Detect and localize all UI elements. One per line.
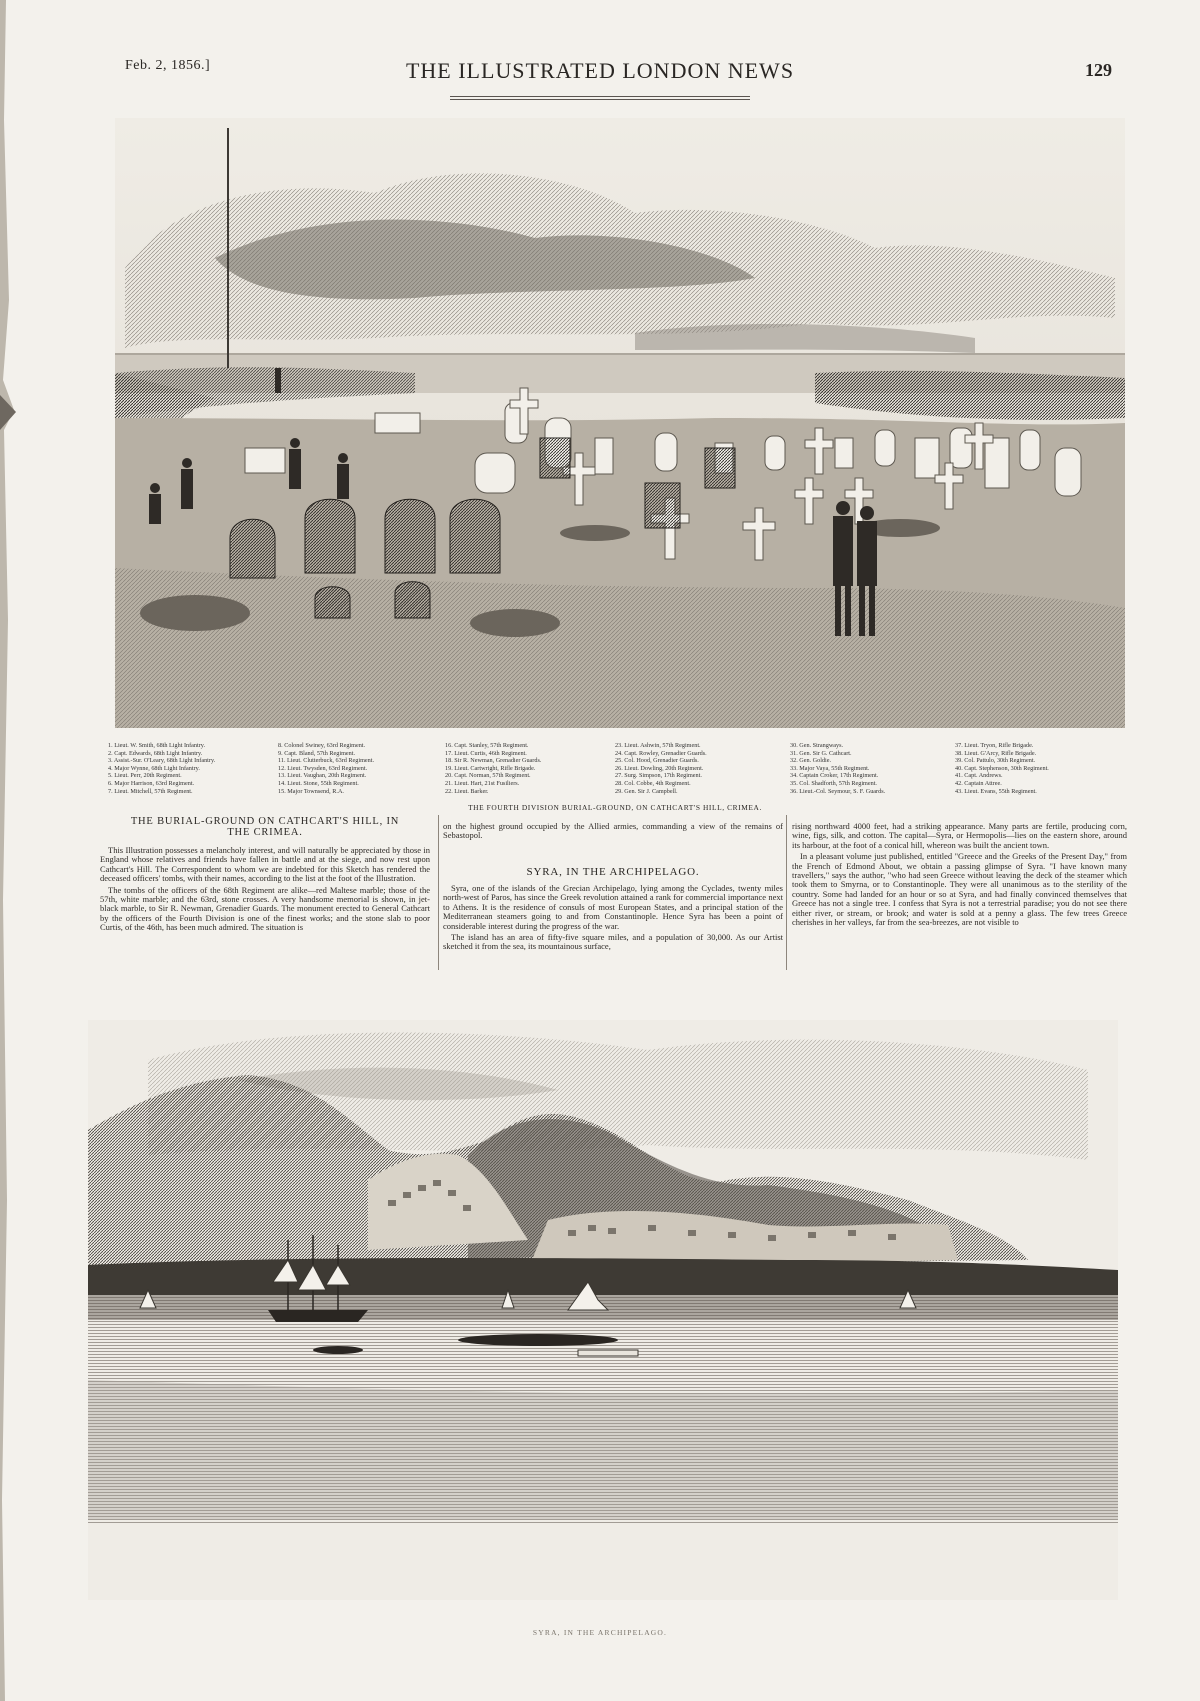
key-entry: 6. Major Harrison, 63rd Regiment. [108,779,195,787]
key-entry: 38. Lieut. G'Arcy, Rifle Brigade. [955,749,1037,757]
paragraph: The island has an area of fifty-five square miles, and a population of 30,000. As our Artist sketched it from the sea, its mountainous surface, [443,932,783,952]
key-column-1 [108,742,215,795]
key-entry: 22. Lieut. Barker. [445,787,489,795]
key-entry: 11. Lieut. Clutterbuck, 63rd Regiment. [278,757,375,765]
key-entry: 41. Capt. Andrews. [955,772,1003,780]
masthead-rule-double [450,99,750,100]
key-entry: 20. Capt. Norman, 57th Regiment. [445,772,531,780]
torn-edge [0,0,30,1701]
paragraph: This Illustration possesses a melancholy interest, and will naturally be appreciated by those in England whose relatives and friends have fallen in battle and at the siege, and now rest upon Cathcart's Hill. The Correspondent to whom we are indebted for this Sketch has rendered the deceased officers' tombs, with their names, according to the list at the foot of the Illustration. [100,845,430,884]
key-entry: 30. Gen. Strangways. [790,742,844,749]
key-column-2 [278,742,374,795]
key-entry: 34. Captain Croker, 17th Regiment. [790,772,879,780]
key-column-6 [955,742,1049,795]
paragraph: rising northward 4000 feet, had a striking appearance. Many parts are fertile, producing corn, wine, figs, silk, and cotton. The capital—Syra, or Hermopolis—lies on the eastern shore, around its harbour, at the foot of a conical hill, whereon was built the ancient town. [792,821,1127,850]
key-entry: 8. Colonel Swiney, 63rd Regiment. [278,742,366,749]
masthead-rule [450,96,750,97]
syra-article-body [443,884,783,954]
key-entry: 7. Lieut. Mitchell, 57th Regiment. [108,787,193,795]
key-column-5 [790,742,885,795]
burial-plate-caption: THE FOURTH DIVISION BURIAL-GROUND, ON CATHCART'S HILL, CRIMEA. [468,803,762,812]
key-entry: 25. Col. Hood, Grenadier Guards. [615,757,699,765]
key-entry: 14. Lieut. Stone, 55th Regiment. [278,779,359,787]
column-rule [786,815,787,970]
syra-article-continuation [792,822,1127,929]
burial-heading-line1: THE BURIAL-GROUND ON CATHCART'S HILL, IN [130,816,400,827]
key-entry: 9. Capt. Bland, 57th Regiment. [278,749,355,757]
burial-heading-line2: THE CRIMEA. [227,827,303,838]
issue-date: Feb. 2, 1856.] [125,58,211,73]
paragraph: Syra, one of the islands of the Grecian Archipelago, lying among the Cyclades, twenty miles north-west of Paros, has since the Greek revolution attained a rank for commercial importance next to Athens. It is the residence of consuls of most European States, and a principal station of the Mediterranean steamers going to and from Constantinople. Hence Syra has been a point of considerable interest during the progress of the war. [443,883,783,931]
key-entry: 16. Capt. Stanley, 57th Regiment. [445,742,529,749]
key-entry: 28. Col. Cobbe, 4th Regiment. [615,779,691,787]
paragraph: The tombs of the officers of the 68th Regiment are alike—red Maltese marble; those of the 57th, white marble; and the 63rd, stone crosses. A very handsome memorial is shown, in jet-black marble, to Sir R. Newman, Grenadier Guards. The monument erected to General Cathcart by the officers of the Fourth Division is one of the finest works; and the stone slab to poor Curtis, of the 46th, has been much admired. The situation is [100,884,430,933]
key-entry: 26. Lieut. Dowling, 20th Regiment. [615,764,704,772]
burial-article-heading [100,816,430,838]
key-entry: 15. Major Townsend, R.A. [278,787,344,795]
column-rule [438,815,439,970]
syra-engraving [88,1020,1118,1600]
key-entry: 5. Lieut. Perr, 20th Regiment. [108,772,182,780]
newspaper-title: THE ILLUSTRATED LONDON NEWS [405,58,795,83]
key-entry: 1. Lieut. W. Smith, 68th Light Infantry. [108,742,206,749]
key-entry: 3. Assist.-Sur. O'Leary, 68th Light Infantry. [108,757,216,765]
key-entry: 17. Lieut. Curtis, 46th Regiment. [445,749,527,757]
key-entry: 42. Captain Attree. [955,779,1002,787]
key-entry: 40. Capt. Stephenson, 30th Regiment. [955,764,1049,772]
key-entry: 32. Gen. Goldie. [790,757,832,765]
key-entry: 24. Capt. Rowley, Grenadier Guards. [615,749,707,757]
syra-plate-caption: SYRA, IN THE ARCHIPELAGO. [532,1628,668,1637]
syra-article-heading: SYRA, IN THE ARCHIPELAGO. [526,866,700,878]
key-entry: 43. Lieut. Evans, 55th Regiment. [955,787,1037,795]
key-entry: 36. Lieut.-Col. Seymour, S. F. Guards. [790,787,886,795]
key-entry: 4. Major Wynne, 68th Light Infantry. [108,764,200,772]
key-entry: 13. Lieut. Vaughan, 20th Regiment. [278,772,367,780]
key-entry: 21. Lieut. Hart, 21st Fusiliers. [445,779,520,787]
key-entry: 35. Col. Shadforth, 57th Regiment. [790,779,877,787]
burial-ground-engraving [115,118,1125,728]
key-entry: 18. Sir R. Newman, Grenadier Guards. [445,757,542,765]
paragraph: on the highest ground occupied by the Allied armies, commanding a view of the remains of Sebastopol. [443,821,783,841]
paragraph: In a pleasant volume just published, entitled "Greece and the Greeks of the Present Day," from the French of Edmond About, we obtain a passing glimpse of Syra. "I have known many travellers," says the author, "who had seen Greece without leaving the deck of the steamer which took them to Smyrna, or to Constantinople. They were all unanimous as to the sterility of the country. Some had landed for an hour or so at Syra, and had finally convinced themselves that Greece has not a single tree. I confess that Syra is not a terrestrial paradise; you do not see there either river, or stream, or brook; and water is sold at a penny a glass. The few trees Greece cherishes in her valleys, far from the sea-breezes, are not visible to [792,851,1127,928]
burial-article-continuation [443,822,783,843]
key-entry: 19. Lieut. Cartwright, Rifle Brigade. [445,764,536,772]
burial-article-body [100,846,430,935]
key-entry: 27. Surg. Simpson, 17th Regiment. [615,772,702,780]
key-entry: 2. Capt. Edwards, 68th Light Infantry. [108,749,203,757]
key-entry: 33. Major Vaya, 55th Regiment. [790,764,870,772]
key-entry: 31. Gen. Sir G. Cathcart. [790,749,852,757]
key-entry: 23. Lieut. Ashwin, 57th Regiment. [615,742,701,749]
key-entry: 29. Gen. Sir J. Campbell. [615,787,678,795]
key-column-4 [615,742,707,795]
key-column-3 [445,742,541,795]
key-entry: 12. Lieut. Twysden, 63rd Regiment. [278,764,368,772]
page-number: 129 [1085,60,1112,80]
key-entry: 37. Lieut. Tryon, Rifle Brigade. [955,742,1034,749]
key-entry: 39. Col. Pattulo, 30th Regiment. [955,757,1036,765]
